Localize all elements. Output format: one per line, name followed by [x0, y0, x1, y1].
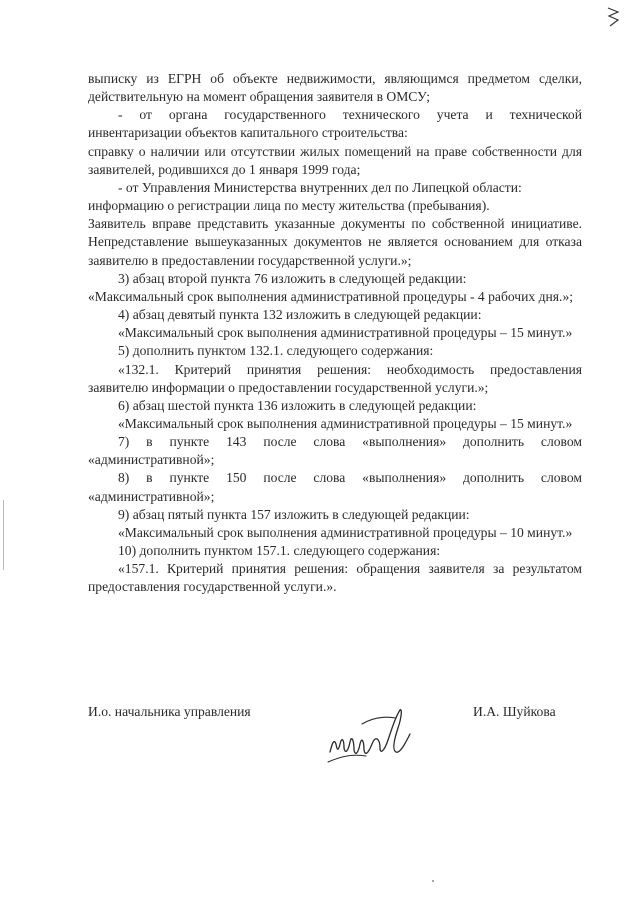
paragraph: 8) в пункте 150 после слова «выполнения» дополнить словом «административной»; — [88, 470, 582, 504]
paragraph: «Максимальный срок выполнения административной процедуры – 15 минут.» — [118, 415, 573, 431]
paragraph: 3) абзац второй пункта 76 изложить в следующей редакции: — [118, 270, 467, 286]
corner-mark — [606, 6, 620, 30]
handwritten-signature — [322, 694, 422, 774]
paragraph: - от органа государственного технического учета и технической инвентаризации объектов капитального строительства: — [88, 107, 582, 141]
paragraph: информацию о регистрации лица по месту жительства (пребывания). — [88, 198, 490, 214]
paragraph: 9) абзац пятый пункта 157 изложить в следующей редакции: — [118, 506, 470, 522]
paragraph: «Максимальный срок выполнения административной процедуры - 4 рабочих дня.»; — [88, 288, 574, 304]
paragraph: «Максимальный срок выполнения административной процедуры – 10 минут.» — [118, 524, 573, 540]
paragraph: 6) абзац шестой пункта 136 изложить в следующей редакции: — [118, 397, 477, 413]
paragraph: «157.1. Критерий принятия решения: обращения заявителя за результатом предоставления государственной услуги.». — [88, 561, 582, 595]
paragraph: справку о наличии или отсутствии жилых помещений на праве собственности для заявителей, родившихся до 1 января 1999 года; — [88, 143, 582, 177]
paragraph: 10) дополнить пунктом 157.1. следующего содержания: — [118, 543, 441, 559]
scan-speck — [432, 880, 434, 882]
paragraph: «Максимальный срок выполнения административной процедуры – 15 минут.» — [118, 325, 573, 341]
paragraph: 7) в пункте 143 после слова «выполнения» дополнить словом «административной»; — [88, 434, 582, 468]
signatory-title: И.о. начальника управления — [88, 704, 251, 719]
signatory-name: И.А. Шуйкова — [473, 704, 556, 719]
paragraph: 5) дополнить пунктом 132.1. следующего содержания: — [118, 343, 434, 359]
paragraph: 4) абзац девятый пункта 132 изложить в следующей редакции: — [118, 307, 482, 323]
paragraph: - от Управления Министерства внутренних дел по Липецкой области: — [118, 179, 522, 195]
scan-edge-line — [3, 500, 4, 570]
paragraph: «132.1. Критерий принятия решения: необходимость предоставления заявителю информации о предоставлении государственной услуги.»; — [88, 361, 582, 395]
paragraph: выписку из ЕГРН об объекте недвижимости, являющимся предметом сделки, действительную на момент обращения заявителя в ОМСУ; — [88, 71, 582, 105]
document-body — [88, 70, 582, 597]
paragraph: Заявитель вправе представить указанные документы по собственной инициативе. Непредставление вышеуказанных документов не является основанием для отказа заявителю в предоставлении государственной услуги.»; — [88, 216, 582, 268]
